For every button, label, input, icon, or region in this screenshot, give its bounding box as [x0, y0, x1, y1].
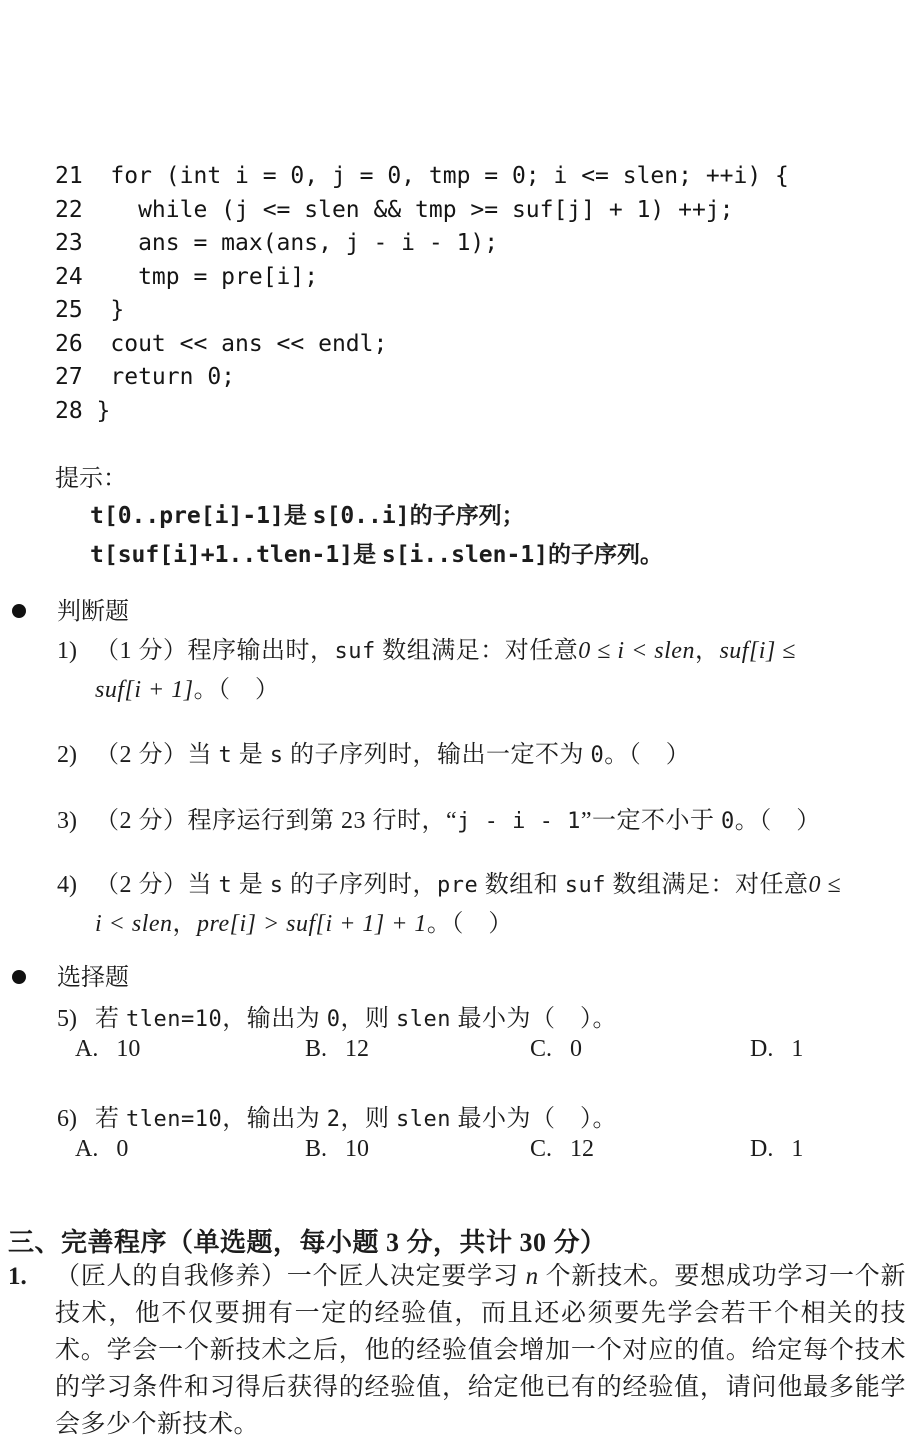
code-block — [55, 160, 789, 428]
judge-question-1 — [57, 632, 897, 709]
text-segment: 最小为（ ）。 — [450, 1006, 617, 1032]
text-segment: s — [269, 873, 284, 898]
text-segment: 0 ≤ — [808, 872, 842, 898]
option-d — [750, 1036, 803, 1063]
question-text — [95, 736, 897, 775]
text-segment: j - i - 1 — [457, 809, 581, 834]
text-segment: pre[i] > suf[i + 1] + 1 — [197, 911, 427, 937]
code-line: 27 return 0; — [55, 364, 236, 390]
code-line: 24 tmp = pre[i]; — [55, 263, 319, 290]
text-segment: 若 — [95, 1106, 126, 1132]
option-letter: C. — [530, 1036, 553, 1062]
text-segment: slen — [395, 1107, 451, 1132]
text-segment: 0 — [590, 743, 605, 768]
text-segment: suf — [334, 639, 376, 664]
question-text — [95, 905, 897, 943]
text-segment: 个新技术。要想成功学习一个新技术，他不仅要拥有一定的经验值，而且还必须要先学会若干个相关的技术。学会一个新技术之后，他的经验值会增加一个对应的值。给定每个技术的学习条件和习得后获得的经验值，给定他已有的经验值，请问他最多能学会多少个新技术。 — [55, 1263, 906, 1438]
hint-line — [90, 536, 663, 575]
text-segment: 数组满足：对任意 — [606, 872, 809, 898]
option-letter: B. — [305, 1136, 328, 1162]
option-value: 1 — [791, 1136, 804, 1162]
hint-label: 提示： — [55, 466, 127, 492]
option-c — [530, 1036, 582, 1063]
text-segment: 0 ≤ i < slen — [578, 638, 695, 664]
text-segment: 的子序列时， — [283, 872, 437, 898]
choice-question-6 — [57, 1100, 897, 1139]
judge-question-4 — [57, 866, 897, 943]
text-segment: ，输出为 — [222, 1006, 327, 1032]
option-b — [305, 1136, 369, 1163]
text-segment: 的子序列时，输出一定不为 — [283, 742, 591, 768]
question-text — [95, 866, 897, 905]
text-segment: t — [218, 873, 233, 898]
option-value: 10 — [116, 1036, 141, 1062]
question-number: 5) — [57, 1006, 77, 1032]
code-line: 28 } — [55, 397, 111, 424]
text-segment: 数组满足：对任意 — [375, 638, 579, 664]
text-segment: 。（ ） — [604, 742, 691, 768]
option-letter: B. — [305, 1036, 328, 1062]
text-segment: 的子序列。 — [548, 541, 664, 567]
choice-section-header — [0, 962, 914, 996]
text-segment: ， — [694, 638, 720, 664]
text-segment: ，则 — [340, 1106, 396, 1132]
text-segment: 0 — [721, 809, 735, 834]
question-text — [95, 632, 897, 671]
option-letter: C. — [530, 1136, 553, 1162]
code-line: 23 ans = max(ans, j - i - 1); — [55, 230, 499, 256]
judge-question-3 — [57, 802, 897, 841]
text-segment: 若 — [95, 1006, 126, 1032]
text-segment: ， — [172, 911, 198, 937]
options-row-q5 — [55, 1036, 905, 1072]
option-value: 1 — [791, 1036, 804, 1062]
question-text — [95, 802, 897, 841]
text-segment: t[0..pre[i]-1] — [90, 503, 284, 529]
option-letter: D. — [750, 1136, 774, 1162]
text-segment: n — [525, 1263, 539, 1290]
text-segment: 数组和 — [478, 872, 565, 898]
text-segment: tlen=10 — [126, 1107, 223, 1132]
option-letter: A. — [75, 1136, 99, 1162]
option-d — [750, 1136, 803, 1163]
question-text — [95, 671, 897, 709]
text-segment: t[suf[i]+1..tlen-1] — [90, 541, 354, 568]
options-row-q6 — [55, 1136, 905, 1172]
text-segment: suf[i + 1] — [95, 677, 194, 703]
choice-question-5 — [57, 1000, 897, 1039]
text-segment: 的子序列； — [409, 503, 525, 528]
text-segment: 。（ ） — [426, 911, 513, 937]
text-segment: 。（ ） — [193, 677, 280, 703]
text-segment: 是 — [353, 541, 382, 567]
text-segment: （2 分）当 — [95, 742, 219, 768]
question-number: 2) — [57, 742, 77, 768]
text-segment: （1 分）程序输出时， — [95, 638, 335, 664]
option-value: 0 — [570, 1036, 583, 1062]
bullet-icon — [12, 604, 26, 618]
bullet-icon — [12, 970, 26, 984]
option-a — [75, 1136, 128, 1163]
option-value: 12 — [345, 1036, 370, 1062]
text-segment: 是 — [283, 503, 313, 528]
text-segment: ”一定不小于 — [580, 808, 722, 834]
text-segment: s[0..i] — [312, 503, 410, 529]
code-line: 21 for (int i = 0, j = 0, tmp = 0; i <= slen; ++i) { — [55, 163, 789, 189]
option-value: 12 — [570, 1136, 595, 1162]
text-segment: 是 — [232, 742, 270, 768]
question-number: 3) — [57, 808, 77, 834]
text-segment: （2 分）程序运行到第 23 行时，“ — [95, 808, 458, 834]
code-line: 26 cout << ans << endl; — [55, 330, 388, 357]
text-segment: （匠人的自我修养）一个匠人决定要学习 — [55, 1263, 526, 1290]
code-line: 25 } — [55, 297, 125, 323]
item-text — [55, 1258, 906, 1443]
option-b — [305, 1036, 369, 1063]
question-text — [95, 1100, 897, 1139]
text-segment: ，输出为 — [222, 1106, 327, 1132]
hint-section — [55, 461, 663, 574]
question-number: 1) — [57, 638, 77, 664]
option-a — [75, 1036, 140, 1063]
option-value: 0 — [116, 1136, 129, 1162]
option-value: 10 — [345, 1136, 370, 1162]
text-segment: i < slen — [95, 911, 173, 937]
text-segment: s[i..slen-1] — [381, 541, 549, 568]
code-line: 22 while (j <= slen && tmp >= suf[j] + 1) ++j; — [55, 196, 734, 223]
choice-section-title: 选择题 — [57, 965, 129, 991]
question-number: 4) — [57, 872, 77, 898]
judge-question-2 — [57, 736, 897, 775]
text-segment: suf[i] ≤ — [719, 638, 796, 664]
text-segment: s — [269, 743, 284, 768]
judge-section-title: 判断题 — [57, 599, 129, 625]
text-segment: t — [218, 743, 233, 768]
option-c — [530, 1136, 594, 1163]
text-segment: 最小为（ ）。 — [450, 1106, 617, 1132]
text-segment: 0 — [326, 1007, 341, 1032]
item-number: 1. — [8, 1263, 27, 1290]
judge-section-header — [0, 596, 914, 630]
option-letter: D. — [750, 1036, 774, 1062]
text-segment: 2 — [326, 1107, 341, 1132]
text-segment: ，则 — [340, 1006, 396, 1032]
question-number: 6) — [57, 1106, 77, 1132]
text-segment: slen — [395, 1007, 451, 1032]
option-letter: A. — [75, 1036, 99, 1062]
text-segment: pre — [437, 873, 479, 898]
text-segment: tlen=10 — [126, 1007, 223, 1032]
fill-in-question-1 — [8, 1258, 906, 1443]
text-segment: 。（ ） — [734, 808, 821, 834]
text-segment: 是 — [232, 872, 270, 898]
text-segment: suf — [564, 873, 606, 898]
hint-line — [90, 497, 663, 536]
text-segment: （2 分）当 — [95, 872, 219, 898]
section-three-heading: 三、完善程序（单选题，每小题 3 分，共计 30 分） — [8, 1228, 607, 1257]
question-text — [95, 1000, 897, 1039]
